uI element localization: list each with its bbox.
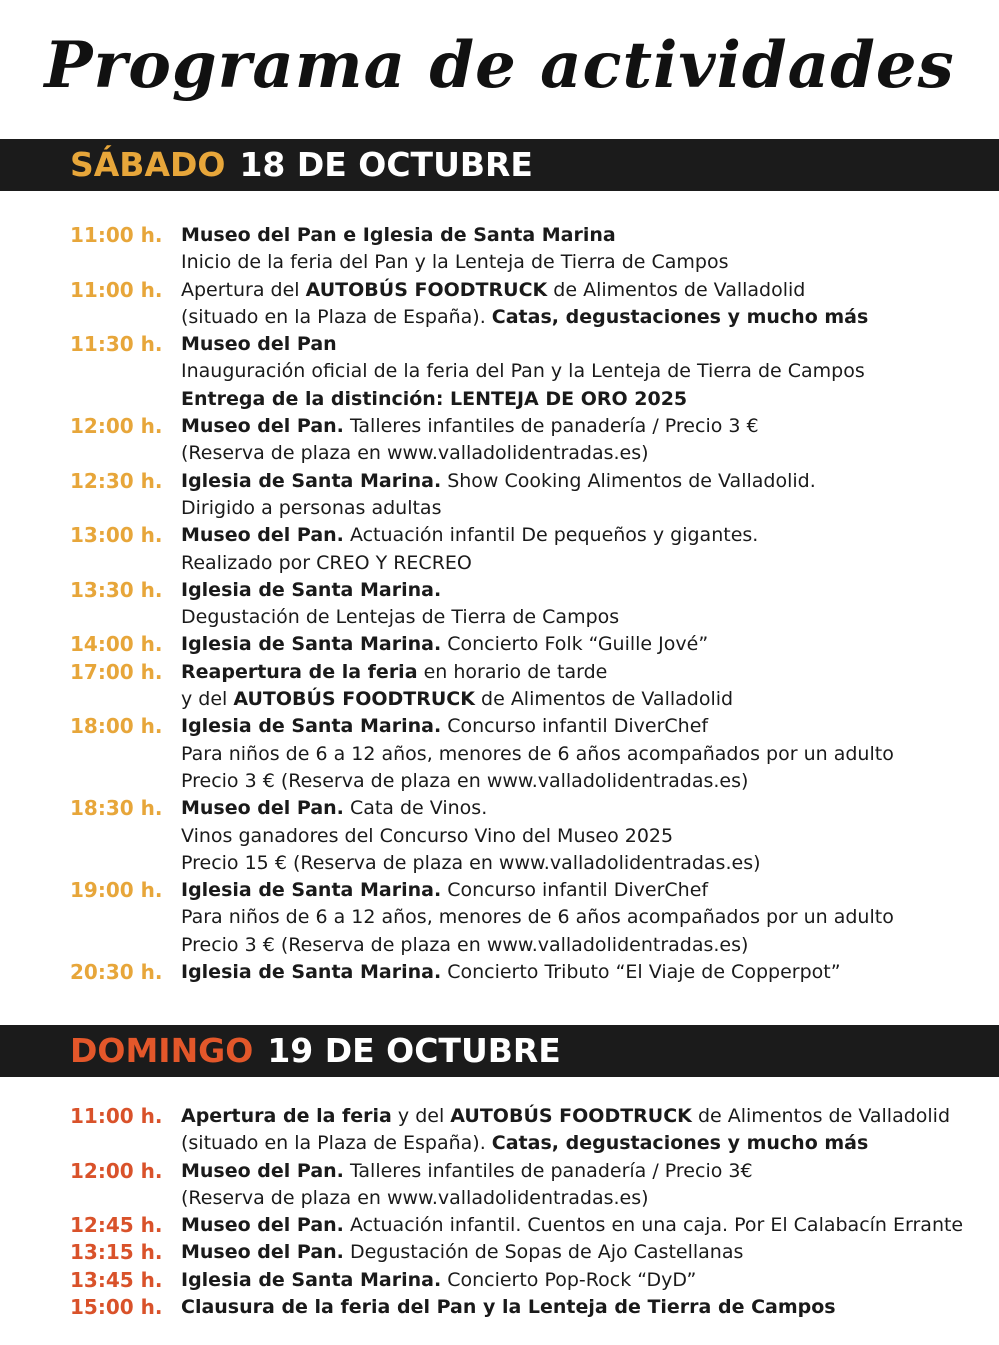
event-description [181,522,758,549]
event-text: Precio 3 € (Reserva de plaza en www.valladolidentradas.es) [181,769,749,792]
event-time: 15:00 h. [70,1295,163,1320]
event-time: 11:00 h. [70,277,163,302]
event-description [181,741,894,768]
event-text: y del [181,688,234,711]
schedule-line [0,631,999,658]
schedule-line [0,904,999,931]
schedule-line [0,468,999,495]
event-text: (situado en la Plaza de España). [181,305,492,328]
event-text-bold: Museo del Pan. [181,1159,344,1182]
event-description [181,823,673,850]
event-text-bold: AUTOBÚS FOODTRUCK [233,688,475,711]
schedule-line [0,386,999,413]
event-description [181,932,748,959]
event-time: 17:00 h. [70,659,163,684]
event-text-bold: Iglesia de Santa Marina. [181,469,442,492]
event-text: Para niños de 6 a 12 años, menores de 6 años acompañados por un adulto [181,906,894,929]
event-description [181,277,805,304]
event-text-bold: Museo del Pan. [181,415,344,438]
schedule-line [0,249,999,276]
event-text: y del [391,1105,451,1127]
event-text: Concierto Pop-Rock “DyD” [441,1268,697,1291]
event-time: 12:30 h. [70,468,163,493]
event-description [181,1212,963,1239]
day-header-saturday [0,139,999,191]
event-time: 18:00 h. [70,714,163,739]
schedule-line [0,1294,999,1321]
event-text: Degustación de Lentejas de Tierra de Campos [181,606,620,629]
event-time: 14:00 h. [70,632,163,657]
event-description [181,659,607,686]
event-text-bold: Reapertura de la feria [181,660,418,683]
schedule-line [0,768,999,795]
schedule-line [0,686,999,713]
event-description [181,904,894,931]
event-description [181,358,865,385]
event-description [181,768,748,795]
event-time: 11:00 h. [70,223,163,247]
event-description [181,1294,836,1321]
event-text: Actuación infantil. Cuentos en una caja. Por El Calabacín Errante [343,1214,964,1237]
event-text: Concurso infantil DiverChef [441,879,709,902]
schedule-line [0,1239,999,1266]
event-description [181,440,649,467]
event-text-bold: Apertura de la feria [181,1105,392,1127]
event-text-bold: Iglesia de Santa Marina. [181,633,442,656]
day-date: 19 DE OCTUBRE [267,1031,561,1070]
event-text-bold: Museo del Pan. [181,1241,344,1264]
event-text: Precio 3 € (Reserva de plaza en www.valladolidentradas.es) [181,933,749,956]
schedule-line [0,604,999,631]
event-text-bold: Iglesia de Santa Marina. [181,715,442,738]
schedule-line [0,413,999,440]
event-description [181,495,441,522]
schedule-line [0,1267,999,1294]
event-text: Inicio de la feria del Pan y la Lenteja de Tierra de Campos [181,251,729,274]
event-text-bold: Catas, degustaciones y mucho más [491,305,869,328]
event-description [181,1267,696,1294]
event-time: 12:00 h. [70,414,163,439]
event-text: Degustación de Sopas de Ajo Castellanas [343,1241,744,1264]
event-description [181,550,472,577]
schedule-line [0,1212,999,1239]
event-time: 13:15 h. [70,1240,163,1265]
event-text-bold: Iglesia de Santa Marina. [181,1268,442,1291]
schedule-line [0,741,999,768]
schedule-line [0,850,999,877]
page-title: Programa de actividades [44,28,955,103]
event-text-bold: Entrega de la distinción: LENTEJA DE ORO 2025 [181,387,688,410]
event-text-bold: Iglesia de Santa Marina. [181,578,442,601]
event-text-bold: Museo del Pan [181,333,337,356]
event-description [181,468,816,495]
event-description [181,249,728,276]
event-text-bold: Museo del Pan. [181,1214,344,1237]
event-description [181,331,337,358]
schedule-line [0,495,999,522]
schedule-line [0,1103,999,1130]
schedule-line [0,577,999,604]
schedule-line [0,1130,999,1157]
event-text-bold: Museo del Pan e Iglesia de Santa Marina [181,224,616,246]
event-text: (situado en la Plaza de España). [181,1132,492,1155]
event-text: Inauguración oficial de la feria del Pan y la Lenteja de Tierra de Campos [181,360,865,383]
schedule-line [0,331,999,358]
event-text: Vinos ganadores del Concurso Vino del Museo 2025 [181,824,674,847]
schedule-line [0,877,999,904]
event-description [181,1239,743,1266]
event-text-bold: Catas, degustaciones y mucho más [491,1132,869,1155]
event-time: 13:00 h. [70,523,163,548]
event-text: Talleres infantiles de panadería / Precio 3 € [343,415,759,438]
event-description [181,304,868,331]
event-description [181,686,733,713]
schedule-line [0,1185,999,1212]
event-time: 11:00 h. [70,1104,163,1128]
event-text-bold: Iglesia de Santa Marina. [181,961,442,984]
event-text: (Reserva de plaza en www.valladolidentradas.es) [181,1186,649,1209]
event-description [181,1130,868,1157]
event-description [181,413,759,440]
event-time: 12:00 h. [70,1158,163,1183]
schedule-line [0,440,999,467]
event-description [181,795,487,822]
event-text: Para niños de 6 a 12 años, menores de 6 años acompañados por un adulto [181,742,894,765]
event-description [181,850,761,877]
schedule-line [0,1158,999,1185]
event-time: 11:30 h. [70,332,163,357]
schedule-line [0,713,999,740]
event-time: 13:30 h. [70,577,163,602]
event-description [181,959,841,986]
event-text-bold: AUTOBÚS FOODTRUCK [450,1105,692,1127]
event-text: Realizado por CREO Y RECREO [181,551,472,574]
event-text-bold: Museo del Pan. [181,797,344,820]
schedule-line [0,222,999,249]
event-text-bold: Iglesia de Santa Marina. [181,879,442,902]
event-text-bold: Clausura de la feria del Pan y la Lenteja de Tierra de Campos [181,1296,836,1319]
schedule-line [0,358,999,385]
day-name: SÁBADO [70,145,226,184]
event-description [181,386,687,413]
schedule-line [0,550,999,577]
event-text: Concierto Folk “Guille Jové” [441,633,709,656]
event-text: de Alimentos de Valladolid [547,278,806,301]
event-text: de Alimentos de Valladolid [474,688,734,711]
event-time: 13:45 h. [70,1267,163,1292]
schedule-list-saturday [0,222,999,986]
event-description [181,1103,950,1130]
schedule-line [0,823,999,850]
event-text: Apertura del [181,278,306,301]
schedule-line [0,522,999,549]
event-text: Show Cooking Alimentos de Valladolid. [441,469,816,492]
event-description [181,713,708,740]
event-text: de Alimentos de Valladolid [691,1105,951,1127]
event-description [181,877,708,904]
schedule-line [0,277,999,304]
event-description [181,1158,753,1185]
schedule-line [0,959,999,986]
event-text: Actuación infantil De pequeños y gigantes. [343,524,759,547]
event-text-bold: AUTOBÚS FOODTRUCK [305,278,548,301]
day-date: 18 DE OCTUBRE [239,145,533,184]
event-text: Cata de Vinos. [343,797,488,820]
schedule-line [0,659,999,686]
event-text: Precio 15 € (Reserva de plaza en www.valladolidentradas.es) [181,851,761,874]
event-time: 19:00 h. [70,878,163,903]
schedule-line [0,795,999,822]
event-description [181,631,708,658]
event-text: (Reserva de plaza en www.valladolidentradas.es) [181,442,649,465]
event-time: 20:30 h. [70,960,163,985]
event-description [181,222,616,249]
event-text-bold: Museo del Pan. [181,524,344,547]
schedule-line [0,932,999,959]
event-text: Talleres infantiles de panadería / Precio 3€ [343,1159,753,1182]
event-text: en horario de tarde [417,660,608,683]
event-text: Concierto Tributo “El Viaje de Copperpot” [441,961,841,984]
day-header-sunday [0,1025,999,1077]
event-description [181,604,619,631]
schedule-list-sunday [0,1103,999,1321]
event-text: Dirigido a personas adultas [181,496,442,519]
schedule-line [0,304,999,331]
event-time: 18:30 h. [70,796,163,821]
day-name: DOMINGO [70,1031,254,1070]
event-text: Concurso infantil DiverChef [441,715,709,738]
event-time: 12:45 h. [70,1213,163,1238]
event-description [181,577,441,604]
event-description [181,1185,649,1212]
